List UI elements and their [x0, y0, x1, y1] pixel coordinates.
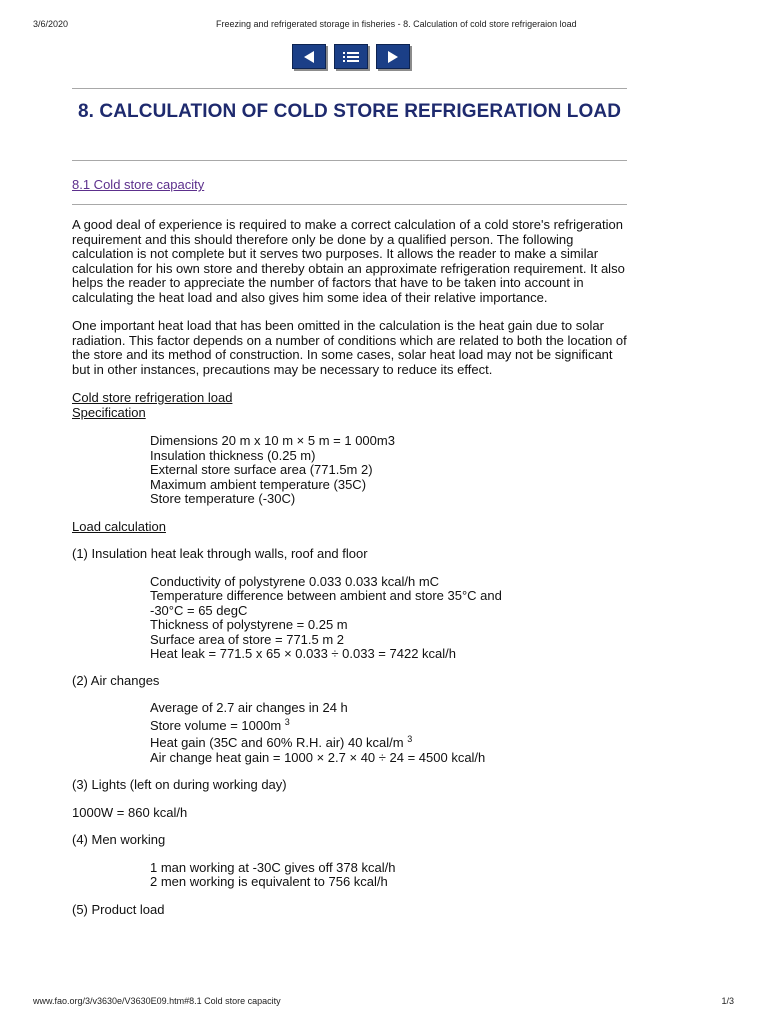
- page-title: 8. CALCULATION OF COLD STORE REFRIGERATION LOAD: [77, 101, 622, 122]
- item-3-title: (3) Lights (left on during working day): [72, 777, 287, 792]
- intro-paragraph-1: A good deal of experience is required to make a correct calculation of a cold store's refrigeration requirement and this should therefore only be done by a qualified person. The following calculation is not complete but it serves two purposes. It allows the reader to make a similar calculation for his own store and thereby obtain an approximate refrigeration requirement. It also helps the reader to appreciate the number of factors that have to be taken into account in calculating the heat load and also gives him some idea of their relative importance.: [72, 217, 625, 305]
- item-3-details: 1000W = 860 kcal/h: [72, 804, 188, 820]
- toc-link-cold-store-capacity[interactable]: 8.1 Cold store capacity: [72, 177, 205, 192]
- print-header-title: Freezing and refrigerated storage in fisheries - 8. Calculation of cold store refrigeraion load: [216, 19, 577, 29]
- spec-line: Dimensions 20 m x 10 m × 5 m = 1 000m3: [150, 433, 395, 448]
- item-5-title: (5) Product load: [72, 901, 165, 917]
- calc-line: Store volume = 1000m $^3$: [150, 716, 290, 733]
- superscript: 3: [284, 716, 290, 727]
- item-2-details: [150, 701, 632, 765]
- contents-button[interactable]: [334, 44, 368, 69]
- divider-toc: [72, 204, 627, 205]
- contents-icon: [342, 51, 360, 63]
- previous-icon: [302, 50, 316, 64]
- divider-top: [72, 88, 627, 89]
- print-footer-url: www.fao.org/3/v3630e/V3630E09.htm#8.1 Cold store capacity: [33, 996, 281, 1006]
- calc-line: Heat leak = 771.5 x 65 × 0.033 ÷ 0.033 = 7422 kcal/h: [150, 646, 456, 661]
- page-number: 1/3: [721, 996, 734, 1006]
- calc-line: Thickness of polystyrene = 0.25 m: [150, 617, 348, 632]
- section-heading: Cold store refrigeration load: [72, 390, 233, 405]
- superscript: 3: [407, 734, 413, 744]
- calc-line: Heat gain (35C and 60% R.H. air) 40 kcal/m $^3$: [150, 734, 413, 750]
- previous-button[interactable]: [292, 44, 326, 69]
- divider-title: [72, 160, 627, 161]
- calc-line: -30°C = 65 degC: [150, 602, 248, 618]
- load-calculation-heading: Load calculation: [72, 518, 166, 534]
- spec-line: External store surface area (771.5m 2): [150, 462, 373, 477]
- calc-line: Temperature difference between ambient and store 35°C and: [150, 588, 502, 603]
- spec-line: Insulation thickness (0.25 m): [150, 447, 316, 463]
- item-1-title: (1) Insulation heat leak through walls, roof and floor: [72, 546, 368, 561]
- item-4-title: (4) Men working: [72, 832, 166, 847]
- next-button[interactable]: [376, 44, 410, 69]
- spec-line: Store temperature (-30C): [150, 491, 296, 506]
- next-icon: [386, 50, 400, 64]
- specification-list: [150, 434, 632, 507]
- calc-line: Conductivity of polystyrene 0.033 0.033 kcal/h mC: [150, 573, 440, 589]
- calc-line: 1 man working at -30C gives off 378 kcal/h: [150, 859, 396, 875]
- calc-line: 2 men working is equivalent to 756 kcal/h: [150, 874, 388, 889]
- item-2-title: (2) Air changes: [72, 672, 160, 688]
- item-4-details: [150, 861, 632, 890]
- item-1-details: [150, 575, 632, 662]
- calc-line: Air change heat gain = 1000 × 2.7 × 40 ÷ 24 = 4500 kcal/h: [150, 749, 486, 765]
- spec-line: Maximum ambient temperature (35C): [150, 476, 367, 492]
- article-body: [72, 218, 632, 917]
- calc-line: Average of 2.7 air changes in 24 h: [150, 700, 348, 715]
- calc-line: Surface area of store = 771.5 m 2: [150, 631, 345, 647]
- specification-heading: Specification: [72, 404, 146, 420]
- intro-paragraph-2: One important heat load that has been omitted in the calculation is the heat gain due to solar radiation. This factor depends on a number of conditions which are related to both the location of the store and its method of construction. In some cases, solar heat load may not be significant but in other instances, precautions may be necessary to reduce its effect.: [72, 318, 627, 377]
- print-date: 3/6/2020: [33, 19, 69, 29]
- navigation-bar: [292, 44, 410, 69]
